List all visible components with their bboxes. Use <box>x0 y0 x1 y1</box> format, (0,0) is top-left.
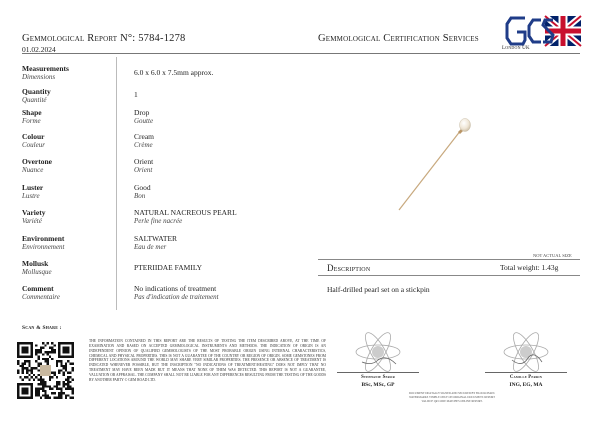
signatory-name: Stephanie Seror <box>361 375 395 380</box>
label-overtone: Overtone <box>22 157 52 166</box>
value-comment: No indications of treatment <box>134 284 217 293</box>
label-fr-overtone: Nuance <box>22 166 44 174</box>
image-note: NOT ACTUAL SIZE <box>533 253 572 258</box>
description-title: Description <box>327 263 371 273</box>
qr-code[interactable] <box>17 342 74 399</box>
label-fr-mollusk: Mollusque <box>22 268 52 276</box>
row-environment <box>22 234 312 258</box>
value-fr-overtone: Orient <box>134 166 153 174</box>
value-overtone: Orient <box>134 157 154 166</box>
row-overtone <box>22 157 312 181</box>
row-colour <box>22 132 312 156</box>
label-quantity: Quantity <box>22 87 51 96</box>
footer-note: DOCUMENT DIGITALLY SIGNED AND SECURED BY BLOCKCHAIN. WATERMARKS VISIBLE ONLY ON ORIGINAL DOCUMENT. REPORT VALID IF QR CODE MATCHES ONLINE REPORT. <box>408 392 496 403</box>
disclaimer-text: THE INFORMATION CONTAINED IN THIS REPORT ARE THE RESULTS OF TESTING THE ITEM DESCRIBED ABOVE, AT THE TIME OF EXAMINATION AND BASED ON ACCEPTED GEMMOLOGICAL INSTRUMENTS AND METHODS. THE INDICATION OF ORIGIN IS AN INDEPENDENT OPINION OF QUALIFIED GEMMOLOGISTS OF THE MOST PROBABLE ORIGIN USING INTERNAL CHARACTERISTICS, CHEMICAL AND PHYSICAL PROPERTIES. THIS IS NOT A GUARANTEE OF THE COUNTRY OR REGION OF ORIGIN. SOME GEMSTONES FROM DIFFERENT LOCATIONS AROUND THE WORLD MAY SHARE VERY SIMILAR PROPERTIES. THE PRESENCE OR ABSENCE OF TREATMENT IS INDICATED WHENEVER POSSIBLE, BUT THE INSCRIPTION "NO INDICATIONS OF TREATMENT/HEATING" DOES NOT IMPLY THAT NO TREATMENT MAY HAVE BEEN MADE BUT IT MEANS THAT NONE OF THEM WAS DETECTED. THIS REPORT IS NOT A GUARANTEE, VALUATION OR APPRAISAL. THE COMPANY SHALL NOT BE LIABLE FOR ANY DIFFERENCES RESULTING FROM THE TESTING OF THE GOODS BY ANOTHER PARTY © GEM ROAD LTD. <box>89 339 326 382</box>
signature-line <box>337 372 419 373</box>
value-quantity: 1 <box>134 90 138 99</box>
value-shape: Drop <box>134 108 150 117</box>
label-environment: Environment <box>22 234 65 243</box>
value-variety: NATURAL NACREOUS PEARL <box>134 208 237 217</box>
lab-name: Gemmological Certification Services <box>318 33 479 44</box>
scan-share-label: Scan & Share : <box>22 325 62 331</box>
signatory-name: Camille Perrin <box>509 375 543 380</box>
value-luster: Good <box>134 183 151 192</box>
value-fr-colour: Crème <box>134 141 153 149</box>
signature-block-2 <box>481 330 571 398</box>
description-text: Half-drilled pearl set on a stickpin <box>327 285 430 294</box>
signatory-credentials: BSc, MSc, GP <box>361 382 395 388</box>
signature-block-1 <box>333 330 423 398</box>
value-fr-luster: Bon <box>134 192 146 200</box>
label-comment: Comment <box>22 284 54 293</box>
label-fr-colour: Couleur <box>22 141 45 149</box>
row-mollusk <box>22 259 312 283</box>
row-shape <box>22 108 312 132</box>
signatory-credentials: ING, EG, MA <box>509 382 543 388</box>
value-fr-shape: Goutte <box>134 117 154 125</box>
atom-seal-icon <box>500 330 552 374</box>
row-luster <box>22 183 312 207</box>
label-measurements: Measurements <box>22 64 69 73</box>
lab-location: London UK <box>502 46 530 51</box>
total-weight: Total weight: 1.43g <box>500 263 559 272</box>
label-fr-luster: Lustre <box>22 192 40 200</box>
value-fr-environment: Eau de mer <box>134 243 167 251</box>
label-fr-shape: Forme <box>22 117 41 125</box>
row-measurements <box>22 64 312 88</box>
value-fr-comment: Pas d'indication de traitement <box>134 293 219 301</box>
label-fr-comment: Commentaire <box>22 293 60 301</box>
report-date: 01.02.2024 <box>22 45 56 54</box>
atom-seal-icon <box>352 330 404 374</box>
value-environment: SALTWATER <box>134 234 178 243</box>
label-mollusk: Mollusk <box>22 259 49 268</box>
label-luster: Luster <box>22 183 44 192</box>
report-title: Gemmological Report N°: 5784-1278 <box>22 33 186 44</box>
value-measurements: 6.0 x 6.0 x 7.5mm approx. <box>134 68 214 77</box>
row-comment <box>22 284 312 308</box>
value-mollusk: PTERIIDAE FAMILY <box>134 263 203 272</box>
row-variety <box>22 208 312 232</box>
header-divider <box>22 53 580 54</box>
signature-line <box>485 372 567 373</box>
label-colour: Colour <box>22 132 45 141</box>
value-fr-variety: Perle fine nacrée <box>134 217 183 225</box>
description-divider-top <box>318 259 580 260</box>
label-fr-measurements: Dimensions <box>22 73 56 81</box>
value-colour: Cream <box>134 132 154 141</box>
description-divider-bottom <box>318 275 580 276</box>
stickpin-pearl-image <box>385 110 485 220</box>
label-fr-environment: Environnement <box>22 243 65 251</box>
label-fr-quantity: Quantité <box>22 96 47 104</box>
label-fr-variety: Variété <box>22 217 42 225</box>
label-variety: Variety <box>22 208 46 217</box>
lab-logo <box>505 14 583 50</box>
label-shape: Shape <box>22 108 42 117</box>
